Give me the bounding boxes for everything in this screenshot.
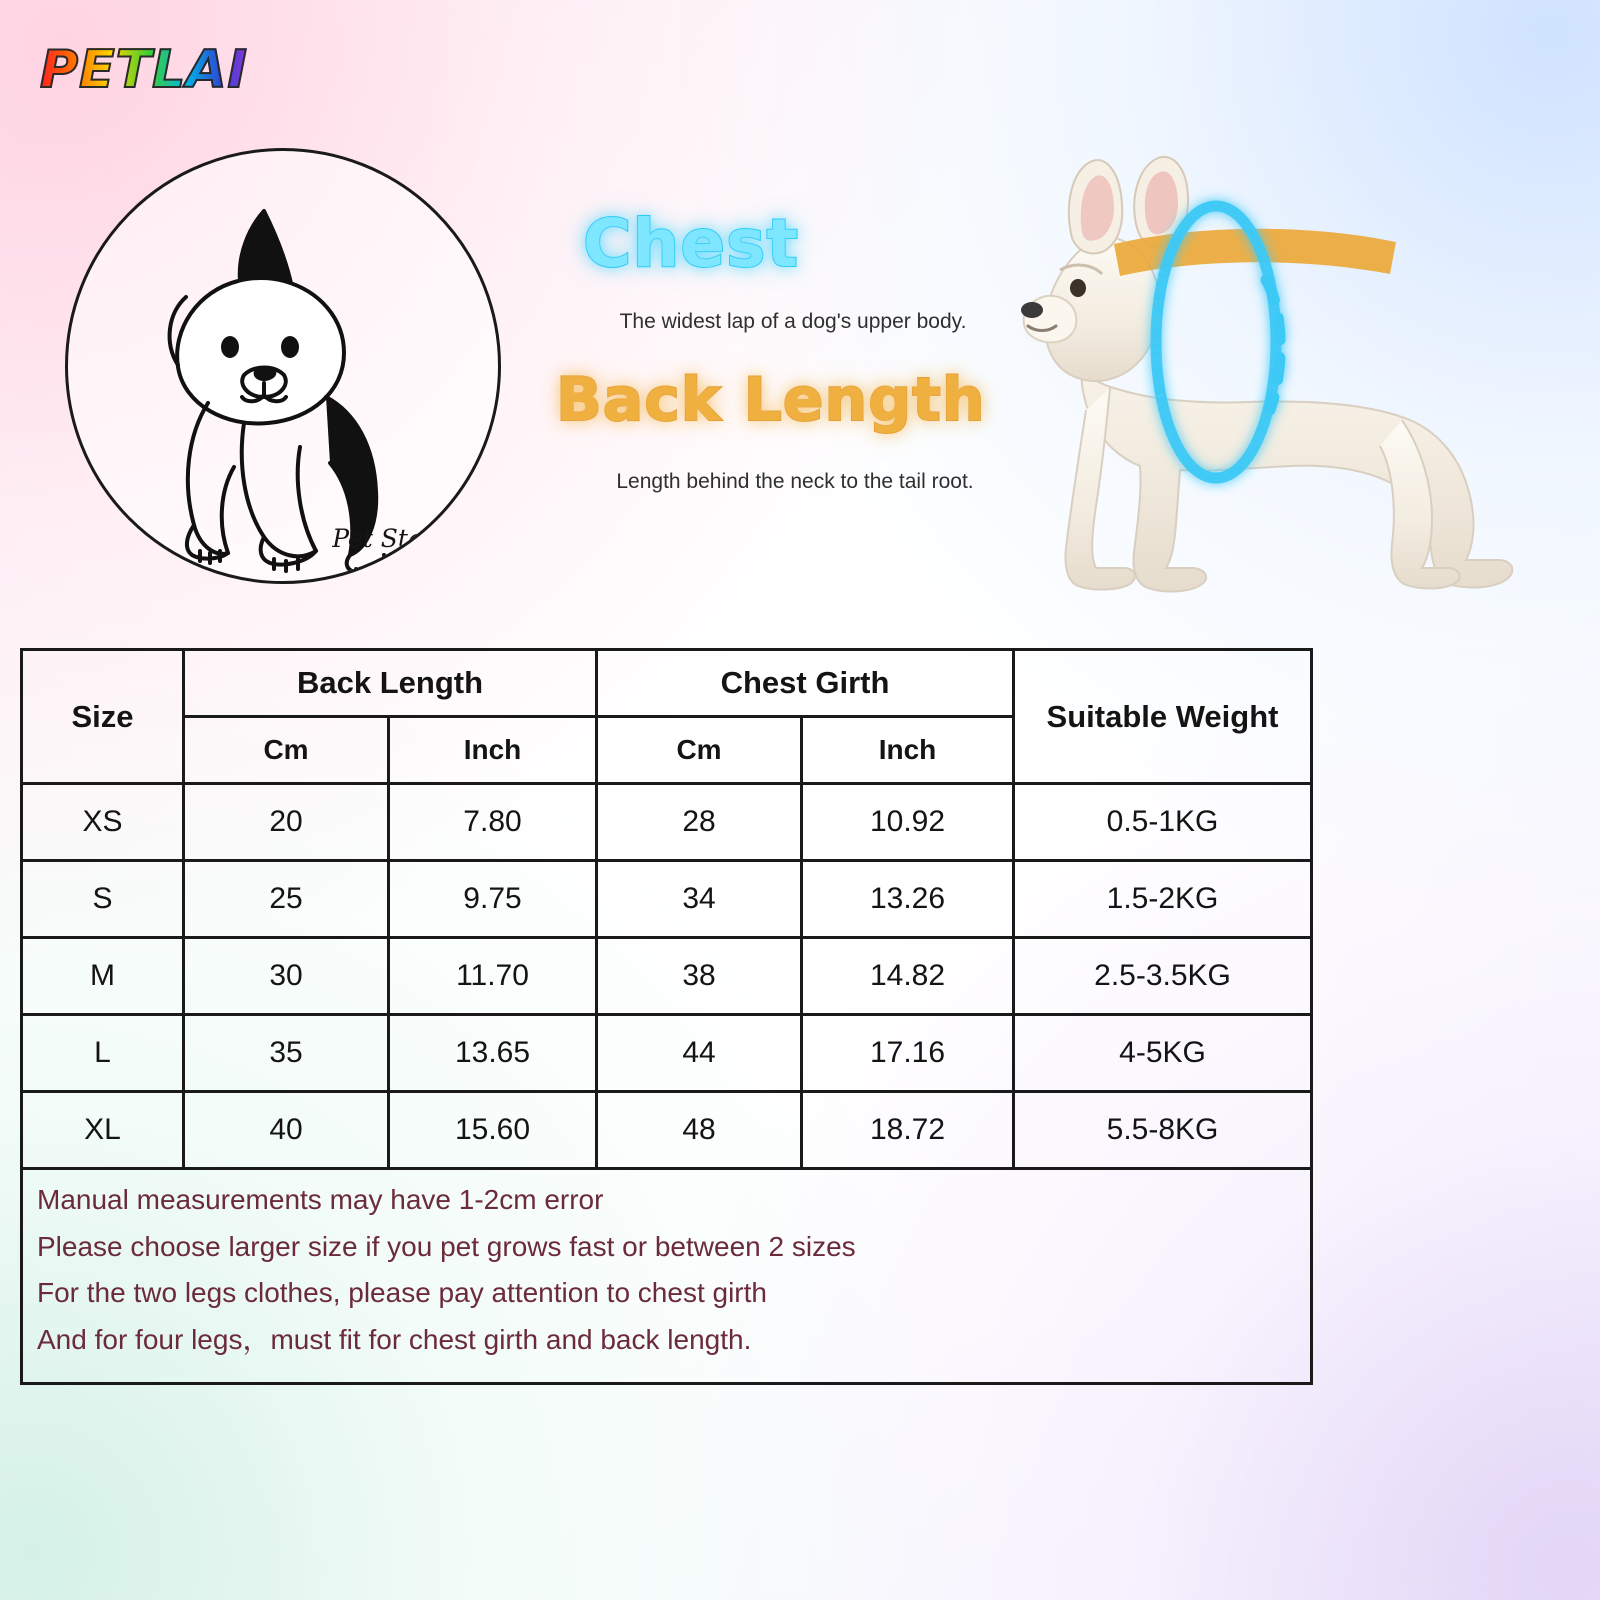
table-row	[22, 861, 1312, 938]
cell-size: XS	[22, 784, 184, 861]
header-back-length: Back Length	[184, 650, 597, 717]
note-line: Please choose larger size if you pet grows fast or between 2 sizes	[37, 1230, 856, 1262]
header-back-cm: Cm	[184, 717, 389, 784]
dog-photo	[950, 120, 1570, 630]
header-chest-inch: Inch	[802, 717, 1014, 784]
size-table-wrapper	[20, 648, 1310, 1385]
back-length-heading: Back Length	[556, 365, 986, 435]
cell-weight: 0.5-1KG	[1014, 784, 1312, 861]
cell-chest-inch: 10.92	[802, 784, 1014, 861]
cell-chest-cm: 44	[597, 1015, 802, 1092]
header-chest-cm: Cm	[597, 717, 802, 784]
table-header-row	[22, 650, 1312, 717]
cell-back-inch: 13.65	[389, 1015, 597, 1092]
cell-back-cm: 25	[184, 861, 389, 938]
table-row	[22, 784, 1312, 861]
table-notes-row	[22, 1169, 1312, 1384]
notes-cell	[22, 1169, 1312, 1384]
cell-back-inch: 7.80	[389, 784, 597, 861]
cell-size: L	[22, 1015, 184, 1092]
note-line: For the two legs clothes, please pay attention to chest girth	[37, 1277, 767, 1309]
cell-weight: 5.5-8KG	[1014, 1092, 1312, 1169]
cell-chest-inch: 18.72	[802, 1092, 1014, 1169]
cell-size: XL	[22, 1092, 184, 1169]
pet-station-badge	[65, 148, 501, 584]
cell-back-inch: 9.75	[389, 861, 597, 938]
table-row	[22, 938, 1312, 1015]
cell-chest-inch: 13.26	[802, 861, 1014, 938]
cell-chest-cm: 48	[597, 1092, 802, 1169]
brand-logo: PETLAI	[40, 40, 248, 100]
cell-weight: 2.5-3.5KG	[1014, 938, 1312, 1015]
cell-size: S	[22, 861, 184, 938]
dog-illustration-icon	[68, 151, 498, 581]
cell-chest-cm: 38	[597, 938, 802, 1015]
cell-chest-inch: 17.16	[802, 1015, 1014, 1092]
header-chest-girth: Chest Girth	[597, 650, 1014, 717]
table-row	[22, 1015, 1312, 1092]
cell-back-cm: 30	[184, 938, 389, 1015]
cell-back-cm: 35	[184, 1015, 389, 1092]
chest-heading: Chest	[583, 205, 800, 282]
header-size: Size	[22, 650, 184, 784]
header-back-inch: Inch	[389, 717, 597, 784]
size-table	[20, 648, 1313, 1385]
cell-chest-cm: 34	[597, 861, 802, 938]
header-suitable-weight: Suitable Weight	[1014, 650, 1312, 784]
cell-back-inch: 15.60	[389, 1092, 597, 1169]
cell-chest-inch: 14.82	[802, 938, 1014, 1015]
note-line: And for four legs，must fit for chest girth and back length.	[37, 1323, 752, 1355]
cell-chest-cm: 28	[597, 784, 802, 861]
cell-weight: 1.5-2KG	[1014, 861, 1312, 938]
note-line: Manual measurements may have 1-2cm error	[37, 1184, 604, 1215]
cell-size: M	[22, 938, 184, 1015]
badge-caption: Pet Station	[332, 524, 472, 553]
back-length-description: Length behind the neck to the tail root.	[616, 470, 974, 493]
table-row	[22, 1092, 1312, 1169]
cell-back-inch: 11.70	[389, 938, 597, 1015]
cell-weight: 4-5KG	[1014, 1015, 1312, 1092]
cell-back-cm: 40	[184, 1092, 389, 1169]
chest-description: The widest lap of a dog's upper body.	[619, 310, 967, 333]
cell-back-cm: 20	[184, 784, 389, 861]
